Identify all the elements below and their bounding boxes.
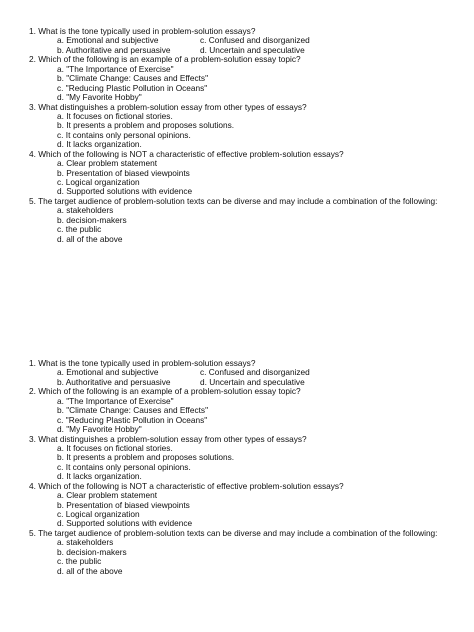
option-2b: b. "Climate Change: Causes and Effects" [57, 405, 209, 416]
option-1b: b. Authoritative and persuasive [57, 376, 171, 387]
option-5c: c. the public [57, 224, 102, 235]
option-4a: a. Clear problem statement [57, 490, 158, 501]
question-4: 4. Which of the following is NOT a characteristic of effective problem-solution essays? [29, 148, 344, 159]
option-4c: c. Logical organization [57, 177, 140, 188]
question-4: 4. Which of the following is NOT a characteristic of effective problem-solution essays? [29, 480, 344, 491]
option-3d: d. It lacks organization. [57, 139, 142, 150]
option-3b: b. It presents a problem and proposes solutions. [57, 120, 235, 131]
question-3: 3. What distinguishes a problem-solution essay from other types of essays? [29, 101, 307, 112]
option-1a: a. Emotional and subjective [57, 367, 159, 378]
option-4d: d. Supported solutions with evidence [57, 186, 193, 197]
option-5a: a. stakeholders [57, 537, 114, 548]
option-3c: c. It contains only personal opinions. [57, 461, 191, 472]
option-2c: c. "Reducing Plastic Pollution in Oceans" [57, 414, 208, 425]
question-5: 5. The target audience of problem-solution texts can be diverse and may include a combination of the following: [29, 195, 438, 206]
option-3a: a. It focuses on fictional stories. [57, 110, 173, 121]
quiz-block-top [29, 27, 445, 244]
option-1b: b. Authoritative and persuasive [57, 44, 171, 55]
option-3a: a. It focuses on fictional stories. [57, 442, 173, 453]
quiz-block-bottom [29, 359, 445, 576]
option-4b: b. Presentation of biased viewpoints [57, 167, 190, 178]
option-2d: d. "My Favorite Hobby" [57, 424, 142, 435]
question-3: 3. What distinguishes a problem-solution essay from other types of essays? [29, 433, 307, 444]
option-5a: a. stakeholders [57, 205, 114, 216]
question-1: 1. What is the tone typically used in problem-solution essays? [29, 26, 256, 36]
question-2: 2. Which of the following is an example of a problem-solution essay topic? [29, 386, 301, 397]
question-2: 2. Which of the following is an example of a problem-solution essay topic? [29, 54, 301, 65]
option-4c: c. Logical organization [57, 509, 140, 520]
option-2d: d. "My Favorite Hobby" [57, 92, 142, 103]
question-1: 1. What is the tone typically used in problem-solution essays? [29, 358, 256, 368]
option-1d: d. Uncertain and speculative [200, 376, 305, 387]
option-5c: c. the public [57, 556, 102, 567]
option-4a: a. Clear problem statement [57, 158, 158, 169]
option-4b: b. Presentation of biased viewpoints [57, 499, 190, 510]
option-5b: b. decision-makers [57, 214, 127, 225]
option-4d: d. Supported solutions with evidence [57, 518, 193, 529]
option-1d: d. Uncertain and speculative [200, 44, 305, 55]
option-2a: a. "The Importance of Exercise" [57, 395, 174, 406]
option-2a: a. "The Importance of Exercise" [57, 63, 174, 74]
option-1c: c. Confused and disorganized [200, 35, 310, 46]
option-5d: d. all of the above [57, 233, 123, 244]
option-3c: c. It contains only personal opinions. [57, 129, 191, 140]
option-5d: d. all of the above [57, 565, 123, 576]
option-3d: d. It lacks organization. [57, 471, 142, 482]
option-2c: c. "Reducing Plastic Pollution in Oceans" [57, 82, 208, 93]
option-3b: b. It presents a problem and proposes solutions. [57, 452, 235, 463]
option-1c: c. Confused and disorganized [200, 367, 310, 378]
option-2b: b. "Climate Change: Causes and Effects" [57, 73, 209, 84]
option-5b: b. decision-makers [57, 546, 127, 557]
option-1a: a. Emotional and subjective [57, 35, 159, 46]
question-5: 5. The target audience of problem-solution texts can be diverse and may include a combination of the following: [29, 527, 438, 538]
